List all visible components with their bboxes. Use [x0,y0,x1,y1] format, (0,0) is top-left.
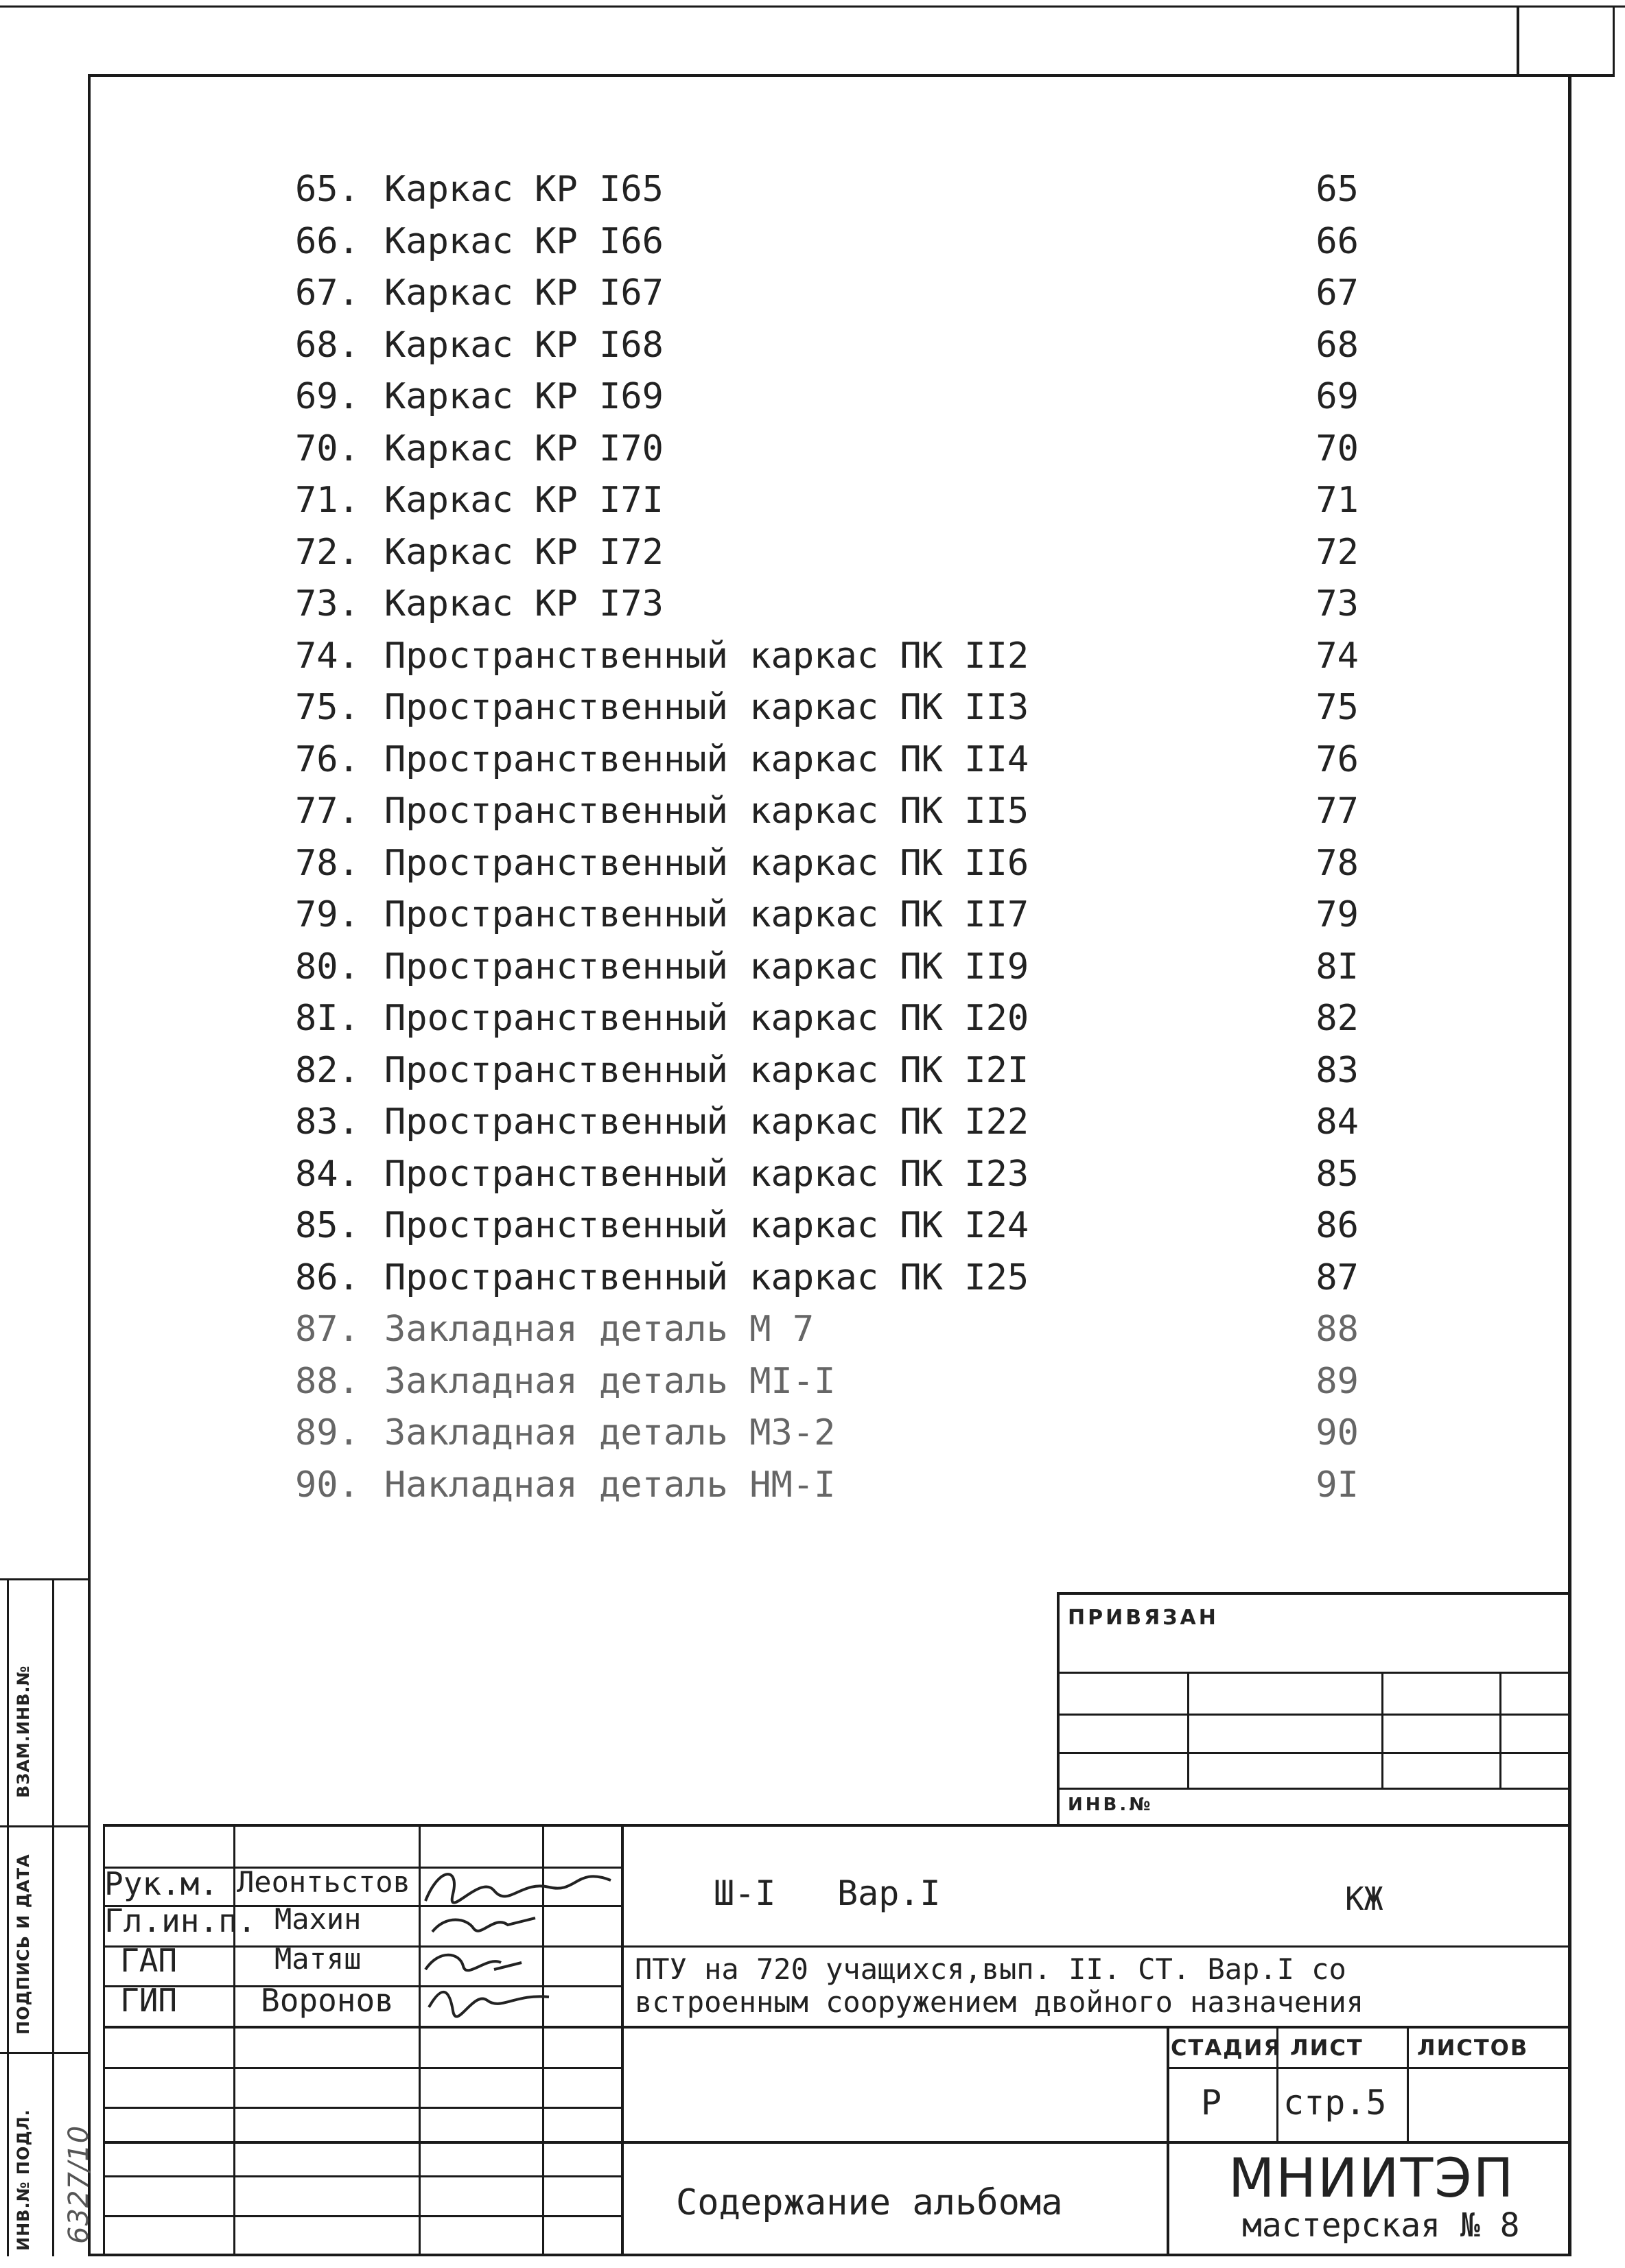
toc-item-title: Пространственный каркас ПК II9 [384,946,1029,987]
toc-item-page: 77 [1316,791,1359,832]
sig-role-4: ГИП [120,1982,178,2019]
stamp-col1 [1187,1672,1189,1788]
toc-item-number: 8I. [295,998,360,1039]
toc-item-title: Каркас КР I65 [384,169,664,210]
toc-item-page: 72 [1316,531,1359,573]
toc-row [0,215,1625,268]
tb-row-9 [103,2175,621,2177]
toc-item-number: 78. [295,842,360,884]
toc-item-title: Каркас КР I72 [384,531,664,573]
toc-item-title: Пространственный каркас ПК II6 [384,842,1029,884]
workshop-name: мастерская № 8 [1242,2206,1520,2245]
side-strip-div3 [0,1578,91,1580]
document-title: Содержание альбома [676,2182,1063,2223]
toc-row [0,1355,1625,1407]
toc-item-page: 68 [1316,324,1359,366]
toc-item-page: 85 [1316,1153,1359,1195]
toc-row [0,734,1625,786]
stage-header: СТАДИЯ [1171,2035,1282,2061]
toc-item-number: 88. [295,1360,360,1402]
handwritten-signatures [412,1853,618,2031]
sig-role-2: Гл.ин.п. [104,1902,257,1939]
toc-item-page: 8I [1316,946,1359,987]
toc-item-title: Пространственный каркас ПК I24 [384,1205,1029,1246]
toc-item-title: Накладная деталь НМ-I [384,1464,836,1506]
project-description-2: встроенным сооружением двойного назначения [635,1985,1364,2019]
toc-item-page: 75 [1316,687,1359,728]
toc-item-page: 69 [1316,376,1359,417]
toc-row [0,1303,1625,1355]
sig-role-3: ГАП [120,1942,178,1979]
toc-row [0,992,1625,1044]
toc-item-page: 87 [1316,1256,1359,1298]
toc-item-number: 66. [295,220,360,262]
sheets-header: ЛИСТОВ [1417,2035,1529,2061]
tb-stage-col-2 [1407,2026,1409,2141]
toc-row [0,630,1625,682]
sheet-header: ЛИСТ [1290,2035,1364,2061]
toc-item-page: 88 [1316,1309,1359,1350]
sig-name-1: Леонтьстов [237,1865,410,1899]
tb-row-10 [103,2215,621,2217]
toc-row [0,423,1625,475]
toc-item-number: 70. [295,428,360,469]
toc-item-page: 86 [1316,1205,1359,1246]
toc-row [0,1096,1625,1148]
page-top-edge [0,5,1625,8]
toc-row [0,1044,1625,1097]
toc-row [0,1148,1625,1200]
side-label-vzam: ВЗАМ.ИНВ.№ [14,1665,33,1798]
toc-item-page: 78 [1316,842,1359,884]
toc-item-title: Пространственный каркас ПК I20 [384,998,1029,1039]
toc-item-number: 85. [295,1205,360,1246]
side-strip-right [52,1578,54,2256]
tb-row-6 [103,2067,621,2069]
toc-item-page: 76 [1316,738,1359,780]
toc-item-title: Пространственный каркас ПК I25 [384,1256,1029,1298]
toc-row [0,889,1625,941]
frame-top [88,74,1615,77]
toc-item-title: Пространственный каркас ПК II5 [384,791,1029,832]
toc-item-title: Закладная деталь М 7 [384,1309,815,1350]
stamp-col2 [1381,1672,1383,1788]
toc-row [0,1252,1625,1304]
tb-top [103,1824,1571,1827]
toc-item-number: 79. [295,894,360,935]
tb-stage-row [1167,2067,1571,2069]
side-label-podpis: ПОДПИСЬ И ДАТА [14,1854,33,2035]
toc-row [0,163,1625,215]
toc-item-page: 83 [1316,1049,1359,1091]
toc-item-page: 73 [1316,583,1359,624]
toc-item-title: Закладная деталь МI-I [384,1360,836,1402]
side-strip-div1 [0,1825,91,1827]
toc-item-number: 65. [295,169,360,210]
toc-row [0,371,1625,423]
toc-item-title: Каркас КР I67 [384,272,664,314]
tb-row-5 [103,2026,1571,2029]
stage-value: Р [1201,2083,1222,2123]
toc-row [0,1407,1625,1459]
toc-row [0,267,1625,319]
tb-col-d [621,1824,624,2256]
toc-item-number: 73. [295,583,360,624]
toc-item-title: Пространственный каркас ПК II2 [384,635,1029,677]
organization-name: МНИИТЭП [1228,2148,1515,2210]
toc-item-number: 87. [295,1309,360,1350]
project-description-1: ПТУ на 720 учащихся,вып. ІІ. СТ. Вар.I со [635,1952,1346,1986]
sig-name-2: Махин [274,1902,362,1936]
toc-item-number: 89. [295,1412,360,1453]
top-right-short-edge [1613,5,1615,74]
toc-row [0,941,1625,993]
toc-row [0,681,1625,734]
toc-item-number: 77. [295,791,360,832]
sig-role-1: Рук.м. [104,1865,219,1902]
sig-name-3: Матяш [274,1942,362,1976]
toc-item-number: 75. [295,687,360,728]
toc-item-number: 69. [295,376,360,417]
toc-item-title: Пространственный каркас ПК I22 [384,1101,1029,1143]
toc-item-number: 72. [295,531,360,573]
side-strip-div2 [0,2052,91,2054]
toc-item-title: Каркас КР I70 [384,428,664,469]
stamp-top [1057,1592,1571,1595]
toc-item-number: 90. [295,1464,360,1506]
toc-item-page: 82 [1316,998,1359,1039]
toc-item-page: 66 [1316,220,1359,262]
toc-item-title: Пространственный каркас ПК II4 [384,738,1029,780]
toc-row [0,526,1625,578]
toc-item-number: 71. [295,480,360,521]
toc-row [0,578,1625,630]
toc-item-number: 76. [295,738,360,780]
toc-item-page: 79 [1316,894,1359,935]
toc-item-page: 70 [1316,428,1359,469]
stamp-row4 [1057,1788,1571,1790]
toc-item-number: 82. [295,1049,360,1091]
toc-row [0,474,1625,526]
toc-item-page: 67 [1316,272,1359,314]
stamp-row1 [1057,1672,1571,1674]
sheet-value: стр.5 [1283,2083,1387,2123]
project-code: Ш-I [714,1873,776,1913]
tb-row-7 [103,2107,621,2109]
toc-item-number: 68. [295,324,360,366]
stamp-row3 [1057,1752,1571,1754]
stamp-row2 [1057,1714,1571,1716]
stamp-left [1057,1592,1060,1825]
toc-item-number: 84. [295,1153,360,1195]
toc-item-page: 74 [1316,635,1359,677]
toc-item-title: Пространственный каркас ПК I2I [384,1049,1029,1091]
top-right-divider [1517,5,1519,74]
toc-item-page: 65 [1316,169,1359,210]
toc-item-title: Каркас КР I73 [384,583,664,624]
toc-item-title: Каркас КР I68 [384,324,664,366]
frame-bottom [88,2254,1571,2256]
toc-item-page: 71 [1316,480,1359,521]
toc-item-title: Каркас КР I7I [384,480,664,521]
toc-row [0,785,1625,837]
privyazan-label: ПРИВЯЗАН [1068,1606,1219,1630]
toc-item-page: 84 [1316,1101,1359,1143]
toc-item-number: 86. [295,1256,360,1298]
toc-row [0,837,1625,889]
toc-item-page: 90 [1316,1412,1359,1453]
toc-item-number: 74. [295,635,360,677]
stamp-col3 [1499,1672,1501,1788]
toc-item-title: Каркас КР I69 [384,376,664,417]
toc-item-title: Пространственный каркас ПК II3 [384,687,1029,728]
toc-item-title: Каркас КР I66 [384,220,664,262]
toc-item-page: 9I [1316,1464,1359,1506]
tb-row-8 [103,2141,1571,2144]
tb-col-a [233,1824,235,2256]
toc-item-number: 83. [295,1101,360,1143]
toc-item-title: Пространственный каркас ПК II7 [384,894,1029,935]
toc-item-page: 89 [1316,1360,1359,1402]
toc-item-title: Пространственный каркас ПК I23 [384,1153,1029,1195]
toc-item-title: Закладная деталь МЗ-2 [384,1412,836,1453]
toc-row [0,1459,1625,1511]
project-section: КЖ [1345,1880,1383,1917]
inv-no-label: ИНВ.№ [1068,1794,1154,1815]
toc-item-number: 67. [295,272,360,314]
side-strip-left [7,1578,9,2256]
tb-stage-col-left [1167,2026,1169,2256]
toc-item-number: 80. [295,946,360,987]
toc-row [0,319,1625,371]
project-variant: Вар.I [837,1873,941,1913]
sig-name-4: Воронов [261,1982,394,2019]
toc-row [0,1200,1625,1252]
side-label-inv-podl: ИНВ.№ ПОДЛ. [14,2109,33,2251]
side-inventory-number: 6327/10 [63,2125,95,2244]
